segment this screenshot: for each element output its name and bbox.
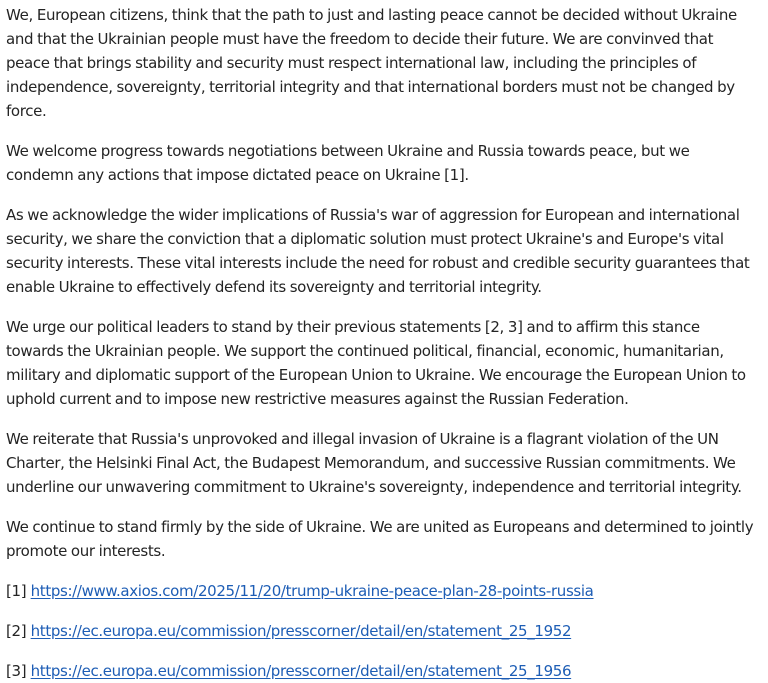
reference-link[interactable]: https://ec.europa.eu/commission/presscorner/detail/en/statement_25_1956 (30, 662, 572, 680)
paragraph-stand-by-ukraine: We continue to stand firmly by the side of Ukraine. We are united as Europeans and determined to jointly promote our interests. (6, 518, 754, 560)
paragraph-security-interests: As we acknowledge the wider implications of Russia's war of aggression for European and international security, we share the conviction that a diplomatic solution must protect Ukraine's and Europe's vital security interests. These vital interests include the need for robust and credible security guarantees that enable Ukraine to effectively defend its sovereignty and territorial integrity. (6, 206, 750, 296)
paragraph-negotiations: We welcome progress towards negotiations between Ukraine and Russia towards peace, but we condemn any actions that impose dictated peace on Ukraine [1]. (6, 142, 690, 184)
reference-marker: [1] (6, 582, 27, 600)
reference-link[interactable]: https://ec.europa.eu/commission/presscorner/detail/en/statement_25_1952 (30, 622, 572, 640)
reference-link[interactable]: https://www.axios.com/2025/11/20/trump-ukraine-peace-plan-28-points-russia (30, 582, 594, 600)
paragraph-political-leaders: We urge our political leaders to stand by their previous statements [2, 3] and to affirm this stance towards the Ukrainian people. We support the continued political, financial, economic, humanitarian, military and diplomatic support of the European Union to Ukraine. We encourage the European Union to uphold current and to impose new restrictive measures against the Russian Federation. (6, 318, 746, 408)
reference-marker: [3] (6, 662, 27, 680)
reference-1 (6, 579, 758, 603)
reference-marker: [2] (6, 622, 27, 640)
reference-3 (6, 659, 758, 683)
paragraph-path-to-peace: We, European citizens, think that the path to just and lasting peace cannot be decided without Ukraine and that the Ukrainian people must have the freedom to decide their future. We are convinved that peace that brings stability and security must respect international law, including the principles of independence, sovereignty, territorial integrity and that international borders must not be changed by force. (6, 6, 737, 120)
paragraph-invasion-violation: We reiterate that Russia's unprovoked and illegal invasion of Ukraine is a flagrant violation of the UN Charter, the Helsinki Final Act, the Budapest Memorandum, and successive Russian commitments. We underline our unwavering commitment to Ukraine's sovereignty, independence and territorial integrity. (6, 430, 742, 496)
reference-2 (6, 619, 758, 643)
